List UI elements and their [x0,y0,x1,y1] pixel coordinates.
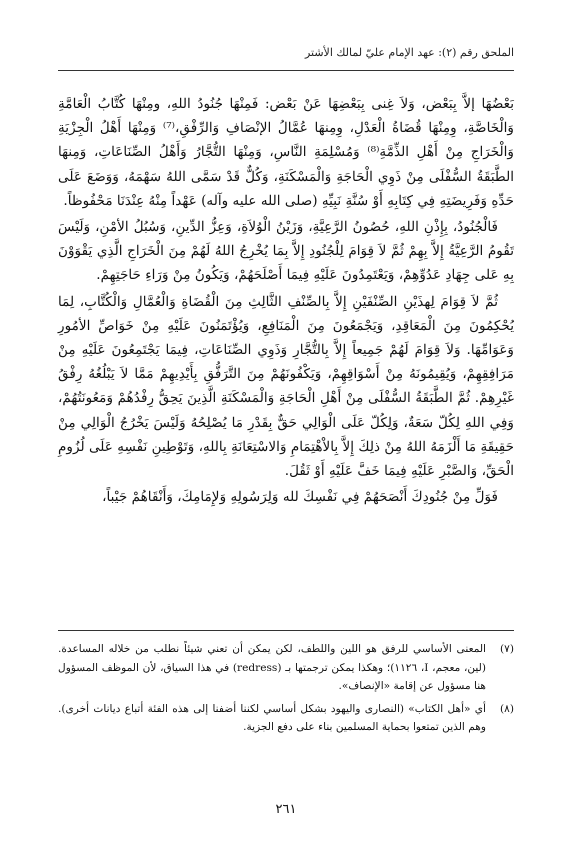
footnote [58,700,514,737]
footnote-number: (٧) [500,643,514,655]
paragraph: بَعْضُهَا إلاَّ بِبَعْض، وَلاَ غِنى بِبَعْضِهَا عَنْ بَعْض: فَمِنْهَا جُنُودُ اللهِ، ومِنْهَا كُتَّابُ الْعَامَّةِ وَالْخَاصَّةِ، وِمِنْهَا قُضَاةُ الْعَدْلِ، وِمِنهَا عُمَّالُ الإنْصَافِ وَالرِّفْقِ،⁽⁷⁾ وَمِنْهَا أَهْلُ الْجِزْيَةِ وَالْخَرَاجِ مِنْ أَهْلِ الذِّمَّةِ⁽⁸⁾ وَمُسْلِمَةِ النَّاسِ، وَمِنْهَا التُّجَّارُ وَأَهْلُ الصِّنَاعَاتِ، وَمِنهَا الطَّبَقَةُ السُّفْلَى مِنْ ذَوِي الْحَاجَةِ وَالْمَسْكَنَةِ، وَكُلٌّ قَدْ سَمَّى اللهُ سَهْمَهُ، وَوَضَعَ عَلَى حَدِّهِ وَفَرِيضَتِهِ فِي كِتَابِهِ أَوْ سُنَّةِ نَبِيِّهِ (صلى الله عليه وآله) عَهْداً مِنْهُ عِنْدَنَا مَحْفُوظاً. [58,96,515,209]
running-header: الملحق رقم (٢): عهد الإمام عليّ لمالك الأشتر [304,46,514,59]
footnote-divider [58,630,514,631]
main-text [58,92,514,511]
paragraph: ثُمَّ لاَ قِوَامَ لِهذَيْنِ الصِّنْفَيْنِ إِلاَّ بِالصِّنْفِ الثَّالِثِ مِنَ الْقُضَاةِ وَالْعُمَّالِ وَالْكُتَّابِ، لِمَا يُحْكِمُونَ مِنَ الْمَعَاقِدِ، وَيَجْمَعُونَ مِنَ الْمَنَافِعِ، وَيُؤْتَمَنُونَ عَلَيْهِ مِنْ خَوَاصِّ الأمُورِ وَعَوَامِّهَا. وَلاَ قِوَامَ لَهُمْ جَمِيعاً إِلاَّ بِالتُّجَّارِ وَذَوِي الصِّنَاعَاتِ، فِيمَا يَجْتَمِعُونَ عَلَيْهِ مِنْ مَرَافِقِهِمْ، وَيُقِيمُونَهُ مِنْ أَسْوَاقِهِمْ، وَيَكْفُونَهُمْ مِنَ التَّرَفُّقِ بِأَيْدِيهِمْ مَمَّا لاَ يَبْلُغُهُ رِفْقُ غَيْرِهِمْ. ثُمَّ الطَّبَقَةُ السُّفْلَى مِنْ أَهْلِ الْحَاجَةِ وَالْمَسْكَنَةِ الَّذِينَ يَحِقُّ رِفْدُهُمْ وَمَعُونَتُهُمْ، وَفِي اللهِ لِكُلّ سَعَةٌ، وَلِكُلّ عَلَى الْوَالِي حَقٌّ بِقَدْرِ مَا يُصْلِحُهُ وَلَيْسَ يَخْرُجُ الْوَالِي مِنْ حَقِيقَةِ مَا أَلْزَمَهُ اللهُ مِنْ ذلِكَ إِلاَّ بِالاْهْتِمَامِ وَالاسْتِعَانَةِ بِاللهِ، وَتَوْطِينِ نَفْسِهِ عَلَى لُزُومِ الْحَقِّ، وَالصَّبْرِ عَلَيْهِ فِيمَا خَفَّ عَلَيْهِ أَوْ ثَقُلَ. [58,293,514,480]
paragraph: فَوَلِّ مِنْ جُنُودِكَ أَنْصَحَهُمْ فِي نَفْسِكَ لله وَلِرَسُولِهِ وَلإِمَامِكَ، وَأَنْقَاهُمْ جَيْباً، [102,489,498,506]
footnote [58,640,514,696]
footnotes [58,640,514,741]
paragraph: فَالْجُنُودُ، بِإِذْنِ اللهِ، حُصُونُ الرَّعِيَّةِ، وَزَيْنُ الْوُلاَةِ، وَعِزُّ الدِّينِ، وَسُبُلُ الأمْنِ، وَلَيْسَ تَقُومُ الرَّعِيَّةُ إِلاَّ بِهِمْ ثُمَّ لاَ قِوَامَ لِلْجُنُودِ إِلاَّ بِمَا يُخْرِجُ اللهُ لَهُمْ مِنَ الْخَرَاجِ الَّذِي يَقْوَوْنَ بِهِ عَلى جِهَادِ عَدُوِّهِمْ، وَيَعْتَمِدُونَ عَلَيْهِ فِيمَا أَصْلَحَهُمْ، وَيَكُونُ مِنْ وَرَاءِ حَاجَتِهِمْ. [58,219,514,284]
footnote-text: أي «أهل الكتاب» (النصارى واليهود بشكل أساسي لكننا أضفنا إلى هذه الفئة أتباع ديانات أخرى). وهم الذين تمتعوا بحماية المسلمين بناء على دفع الجزية. [58,702,486,733]
footnote-number: (٨) [500,702,514,715]
page-number: ٢٦١ [275,802,297,817]
header-divider [58,70,514,71]
footnote-text: المعنى الأساسي للرفق هو اللين واللطف، لكن يمكن أن تعني شيئاً نطلب من خلاله المساعدة. (لين، معجم، I، ١١٢٦)؛ وهكذا يمكن ترجمتها بـ (redress) في هذا السياق، لأن الموظف المسؤول هنا مسؤول عن إقامة «الإنصاف». [58,643,486,692]
